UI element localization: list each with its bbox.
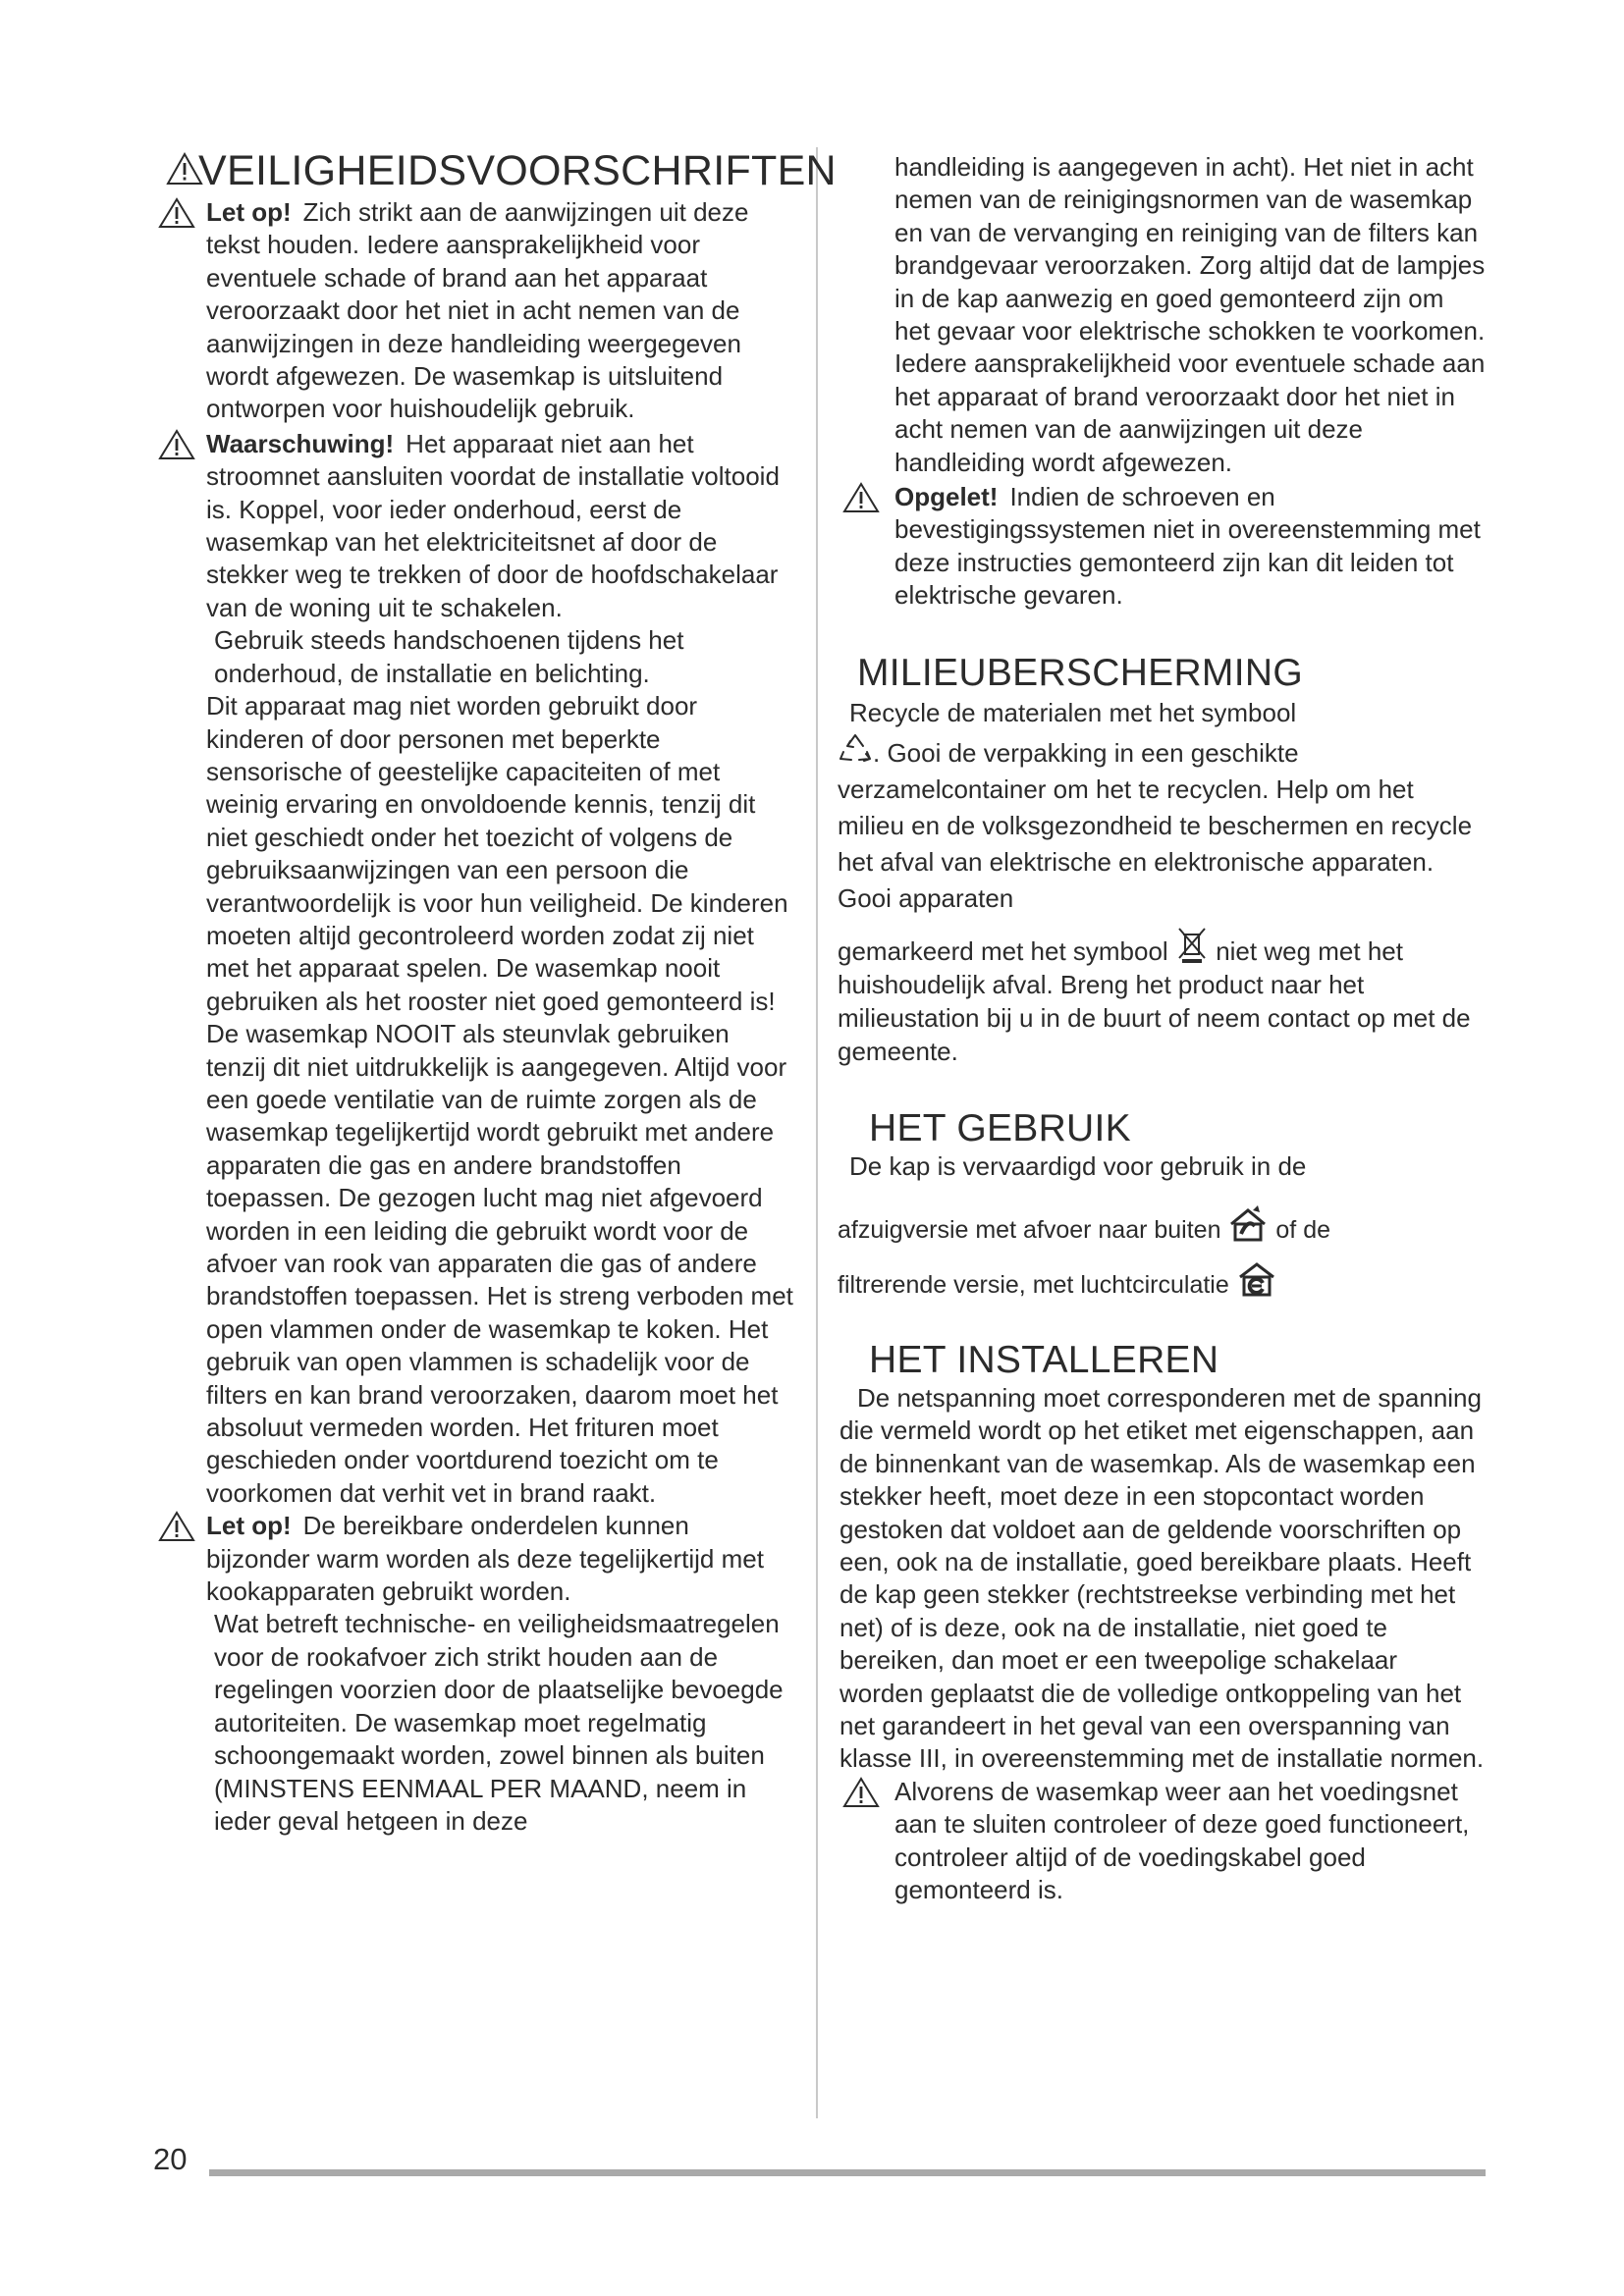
gebruik-line2-after: of de (1275, 1216, 1331, 1245)
gebruik-line2 (838, 1204, 1486, 1247)
opgelet-text: Indien de schroeven en bevestigingssystemen niet in overeenstemming met deze instructies gemonteerd zijn kan dit leiden tot elektrische gevaren. (894, 482, 1481, 611)
ducted-extraction-icon (1227, 1204, 1269, 1244)
letop-1-label: Let op! (206, 197, 292, 227)
crossed-bin-icon (1177, 925, 1207, 964)
letop-1-block (157, 196, 795, 426)
installeren-warning-text: Alvorens de wasemkap weer aan het voedingsnet aan te sluiten controleer of deze goed functioneert, controleer altijd of de voedingskabel goed gemonteerd is. (894, 1776, 1470, 1904)
safety-title: VEILIGHEIDSVOORSCHRIFTEN (198, 147, 837, 194)
warning-triangle-icon (157, 1510, 196, 1543)
recirculation-filter-icon (1236, 1259, 1277, 1299)
milieu-weee (838, 925, 1486, 1068)
gebruik-line3 (838, 1259, 1486, 1302)
gebruik-line1: De kap is vervaardigd voor gebruik in de (849, 1150, 1307, 1181)
continued-paragraph: handleiding is aangegeven in acht). Het niet in acht nemen van de reinigingsnormen van de wasemkap en van de vervanging en reiniging van de filters kan brandgevaar veroorzaken. Zorg altijd dat de lampjes in de kap aanwezig en goed gemonteerd zijn om het gevaar voor elektrische schokken te voorkomen. Iedere aansprakelijkheid voor eventuele schade aan het apparaat of brand veroorzaakt door het niet in acht nemen van de aanwijzingen uit deze handleiding wordt afgewezen. (894, 152, 1486, 477)
technical-paragraph: Wat betreft technische- en veiligheidsmaatregelen voor de rookafvoer zich strikt houden aan de regelingen voorzien door de plaatselijke bevoegde autoriteiten. De wasemkap moet regelmatig schoongemaakt worden, zowel binnen als buiten (MINSTENS EENMAAL PER MAAND, neem in ieder geval hetgeen in deze (214, 1609, 784, 1836)
letop-2-text: De bereikbare onderdelen kunnen bijzonder warm worden als deze tegelijkertijd met kookapparaten gebruikt worden. (206, 1511, 764, 1607)
milieu-text: . Gooi de verpakking in een geschikte verzamelcontainer om het te recyclen. Help om het milieu en de volksgezondheid te beschermen en recycle het afval van elektrische en elektronische apparaten. Gooi apparaten (838, 737, 1473, 913)
warning-triangle-icon (841, 481, 881, 514)
milieu-body (838, 732, 1486, 917)
gebruik-heading: HET GEBRUIK (869, 1106, 1131, 1149)
warning-triangle-icon (157, 196, 196, 230)
warning-triangle-icon (841, 1776, 881, 1809)
waarschuwing-text: Het apparaat niet aan het stroomnet aansluiten voordat de installatie voltooid is. Koppel, voor ieder onderhoud, eerst de wasemkap van het elektriciteitsnet af door de stekker weg te trekken of door de hoofdschakelaar van de woning uit te schakelen. (206, 428, 780, 622)
opgelet-block (838, 481, 1486, 613)
children-paragraph: Dit apparaat mag niet worden gebruikt door kinderen of door personen met beperkte sensorische of geestelijke capaciteiten of met weinig ervaring en onvoldoende kennis, tenzij dit niet geschiedt onder het toezicht of volgens de gebruiksaanwijzingen van een persoon die verantwoordelijk is voor hun veiligheid. De kinderen moeten altijd gecontroleerd worden zodat zij niet met het apparaat spelen. De wasemkap nooit gebruiken als het rooster niet goed gemonteerd is! De wasemkap NOOIT als steunvlak gebruiken tenzij dit niet uitdrukkelijk is aangegeven. Altijd voor een goede ventilatie van de ruimte zorgen als de wasemkap tegelijkertijd wordt gebruikt met andere apparaten die gas en andere brandstoffen toepassen. De gezogen lucht mag niet afgevoerd worden in een leiding die gebruikt wordt voor de afvoer van rook van apparaten die gas of andere brandstoffen toepassen. Het is streng verboden met open vlammen onder de wasemkap te koken. Het gebruik van open vlammen is schadelijk voor de filters en kan brand veroorzaken, daarom moet het absoluut vermeden worden. Het frituren moet geschieden onder voortdurend toezicht om te voorkomen dat verhit vet in brand raakt. (206, 691, 793, 1508)
milieu-heading: MILIEUBERSCHERMING (857, 651, 1303, 694)
installeren-text: De netspanning moet corresponderen met de spanning die vermeld wordt op het etiket met eigenschappen, aan de binnenkant van de wasemkap. Als de wasemkap een stekker heeft, moet deze in een stopcontact worden gestoken dat voldoet aan de geldende voorschriften op een, ook na de installatie, goed bereikbare plaats. Heeft de kap geen stekker (rechtstreekse verbinding met het net) of is deze, ook na de installatie, niet goed te bereiken, dan moet er een tweepolige schakelaar worden geplaatst die de volledige ontkoppeling van het net garandeert in het geval van een overspanning van klasse III, in overeenstemming met de installatie normen. (839, 1382, 1485, 1774)
recycle-icon (838, 732, 873, 764)
column-divider (816, 147, 818, 2118)
weee-before: gemarkeerd met het symbool (838, 935, 1168, 966)
letop-1-text: Zich strikt aan de aanwijzingen uit deze tekst houden. Iedere aansprakelijkheid voor eventuele schade of brand aan het apparaat veroorzaakt door het niet in acht nemen van de aanwijzingen in deze handleiding weergegeven wordt afgewezen. De wasemkap is uitsluitend ontworpen voor huishoudelijk gebruik. (206, 197, 749, 424)
footer-rule (209, 2169, 1486, 2176)
milieu-line1: Recycle de materialen met het symbool (849, 697, 1297, 727)
opgelet-label: Opgelet! (894, 482, 999, 512)
installeren-heading: HET INSTALLEREN (869, 1338, 1219, 1381)
letop-2-label: Let op! (206, 1511, 292, 1541)
gloves-paragraph: Gebruik steeds handschoenen tijdens het onderhoud, de installatie en belichting. (214, 625, 684, 688)
waarschuwing-label: Waarschuwing! (206, 428, 395, 458)
safety-heading (165, 147, 837, 194)
gebruik-line3-text: filtrerende versie, met luchtcirculatie (838, 1270, 1229, 1299)
waarschuwing-block (157, 428, 795, 624)
letop-2-block (157, 1510, 795, 1608)
left-column (157, 147, 837, 1838)
page-number: 20 (153, 2142, 188, 2176)
installeren-warning (838, 1776, 1486, 1907)
right-column (838, 151, 1486, 1906)
warning-triangle-icon (157, 428, 196, 461)
gebruik-line2-text: afzuigversie met afvoer naar buiten (838, 1216, 1221, 1245)
weee-after: niet weg met het huishoudelijk afval. Breng het product naar het milieustation bij u in de buurt of neem contact op met de gemeente. (838, 935, 1471, 1066)
